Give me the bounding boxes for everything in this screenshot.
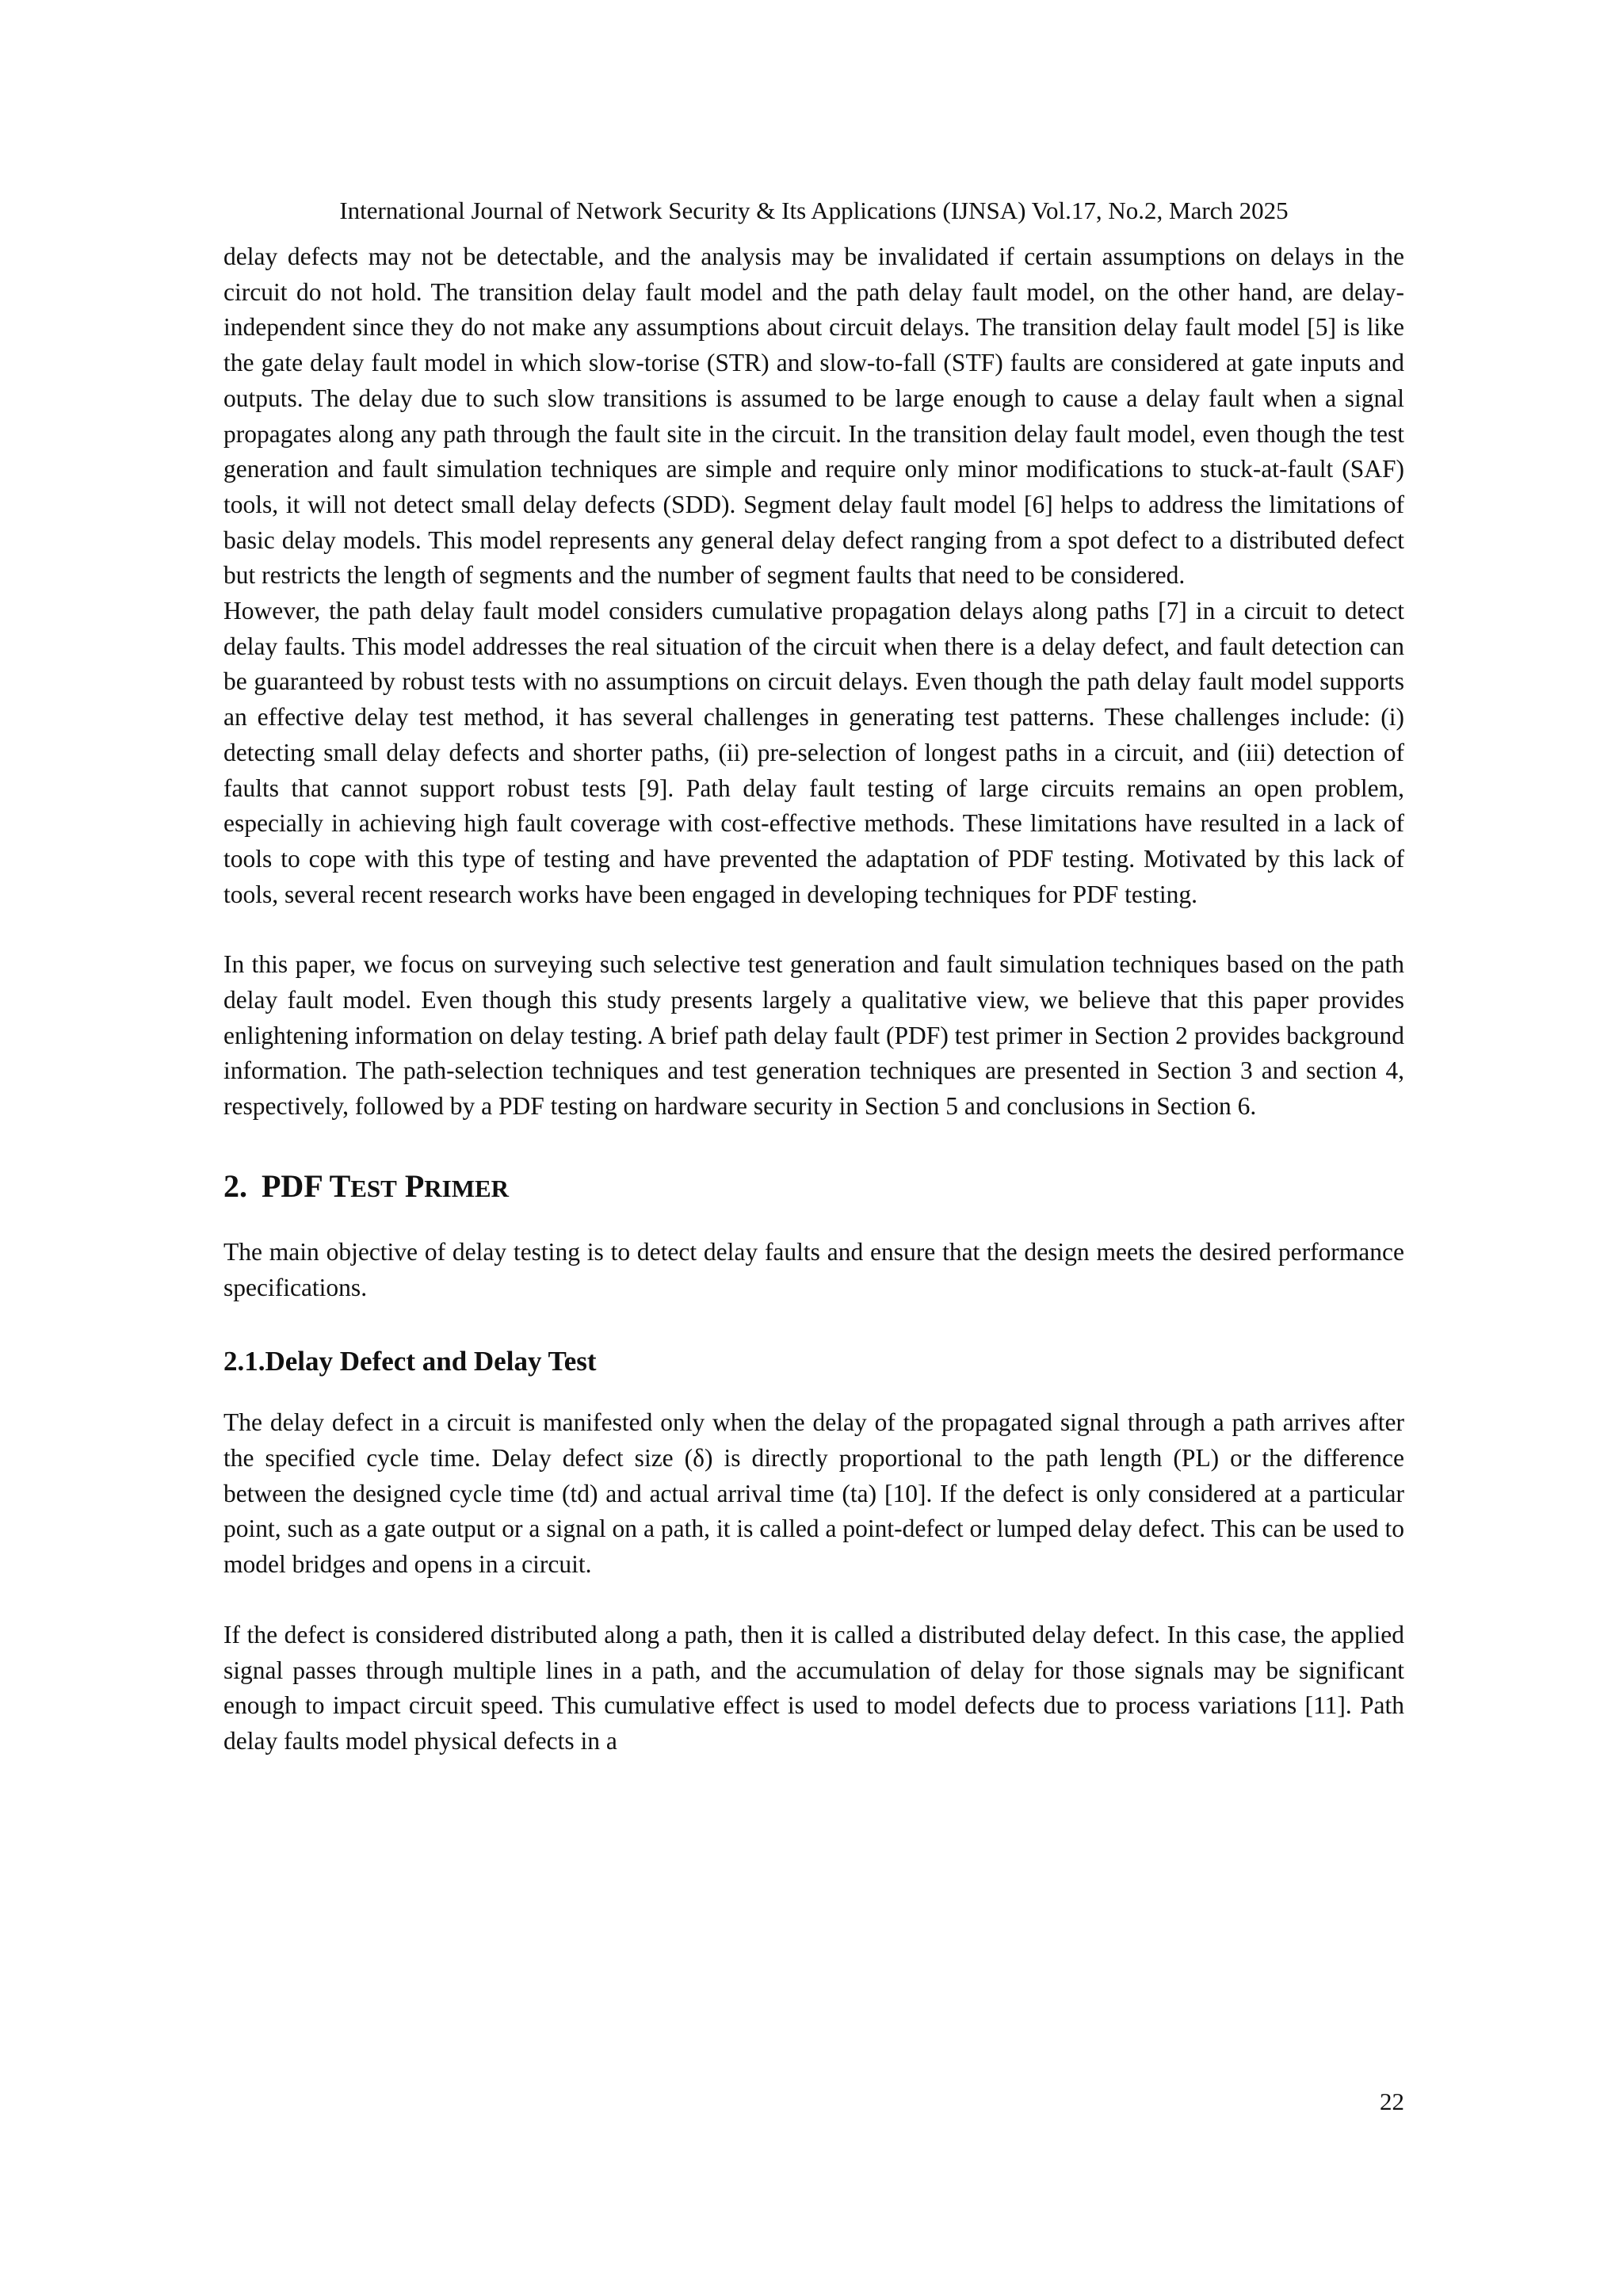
paragraph-delay-testing-objective: The main objective of delay testing is to detect delay faults and ensure that the design meets the desired performance specifications. [223,1237,1404,1301]
section-heading-pdf-test-primer [223,1164,1404,1211]
section-title-word-primer-rest: RIMER [424,1174,510,1202]
section-number: 2. [223,1167,247,1204]
paragraph-delay-defect-definition: The delay defect in a circuit is manifested only when the delay of the propagated signal through a path arrives after the specified cycle time. Delay defect size (δ) is directly proportional to the path length (PL) or the difference between the designed cycle time (td) and actual arrival time (ta) [10]. If the defect is only considered at a particular point, such as a gate output or a signal on a path, it is called a point-defect or lumped delay defect. This can be used to model bridges and opens in a circuit. [223,1408,1404,1579]
paragraph-distributed-delay-defect: If the defect is considered distributed along a path, then it is called a distributed delay defect. In this case, the applied signal passes through multiple lines in a path, and the accumulation of delay for those signals may be significant enough to impact circuit speed. This cumulative effect is used to model defects due to process variations [11]. Path delay faults model physical defects in a [223,1620,1404,1755]
body-text [223,239,1404,1759]
section-title-word-test-cap: T [329,1167,351,1204]
running-header: International Journal of Network Security & Its Applications (IJNSA) Vol.17, No.2, March 2025 [339,197,1289,224]
page-number: 22 [1380,2088,1404,2115]
paragraph-paper-overview: In this paper, we focus on surveying such selective test generation and fault simulation techniques based on the path delay fault model. Even though this study presents largely a qualitative view, we believe that this paper provides enlightening information on delay testing. A brief path delay fault (PDF) test primer in Section 2 provides background information. The path-selection techniques and test generation techniques are presented in Section 3 and section 4, respectively, followed by a PDF testing on hardware security in Section 5 and conclusions in Section 6. [223,950,1404,1121]
section-title-word-primer-cap: P [404,1167,425,1204]
section-title-word-pdf: PDF [262,1167,323,1204]
subsection-heading-delay-defect: 2.1.Delay Defect and Delay Test [223,1346,597,1377]
paragraph-path-delay-fault: However, the path delay fault model considers cumulative propagation delays along paths [7] in a circuit to detect delay faults. This model addresses the real situation of the circuit when there is a delay defect, and fault detection can be guaranteed by robust tests with no assumptions on circuit delays. Even though the path delay fault model supports an effective delay test method, it has several challenges in generating test patterns. These challenges include: (i) detecting small delay defects and shorter paths, (ii) pre-selection of longest paths in a circuit, and (iii) detection of faults that cannot support robust tests [9]. Path delay fault testing of large circuits remains an open problem, especially in achieving high fault coverage with cost-effective methods. These limitations have resulted in a lack of tools to cope with this type of testing and have prevented the adaptation of PDF testing. Motivated by this lack of tools, several recent research works have been engaged in developing techniques for PDF testing. [223,597,1404,908]
paragraph-delay-models: delay defects may not be detectable, and the analysis may be invalidated if certain assumptions on delays in the circuit do not hold. The transition delay fault model and the path delay fault model, on the other hand, are delay-independent since they do not make any assumptions about circuit delays. The transition delay fault model [5] is like the gate delay fault model in which slow-torise (STR) and slow-to-fall (STF) faults are considered at gate inputs and outputs. The delay due to such slow transitions is assumed to be large enough to cause a delay fault when a signal propagates along any path through the fault site in the circuit. In the transition delay fault model, even though the test generation and fault simulation techniques are simple and require only minor modifications to stuck-at-fault (SAF) tools, it will not detect small delay defects (SDD). Segment delay fault model [6] helps to address the limitations of basic delay models. This model represents any general delay defect ranging from a spot defect to a distributed defect but restricts the length of segments and the number of segment faults that need to be considered. [223,243,1404,590]
section-title-word-test-rest: EST [350,1174,397,1202]
